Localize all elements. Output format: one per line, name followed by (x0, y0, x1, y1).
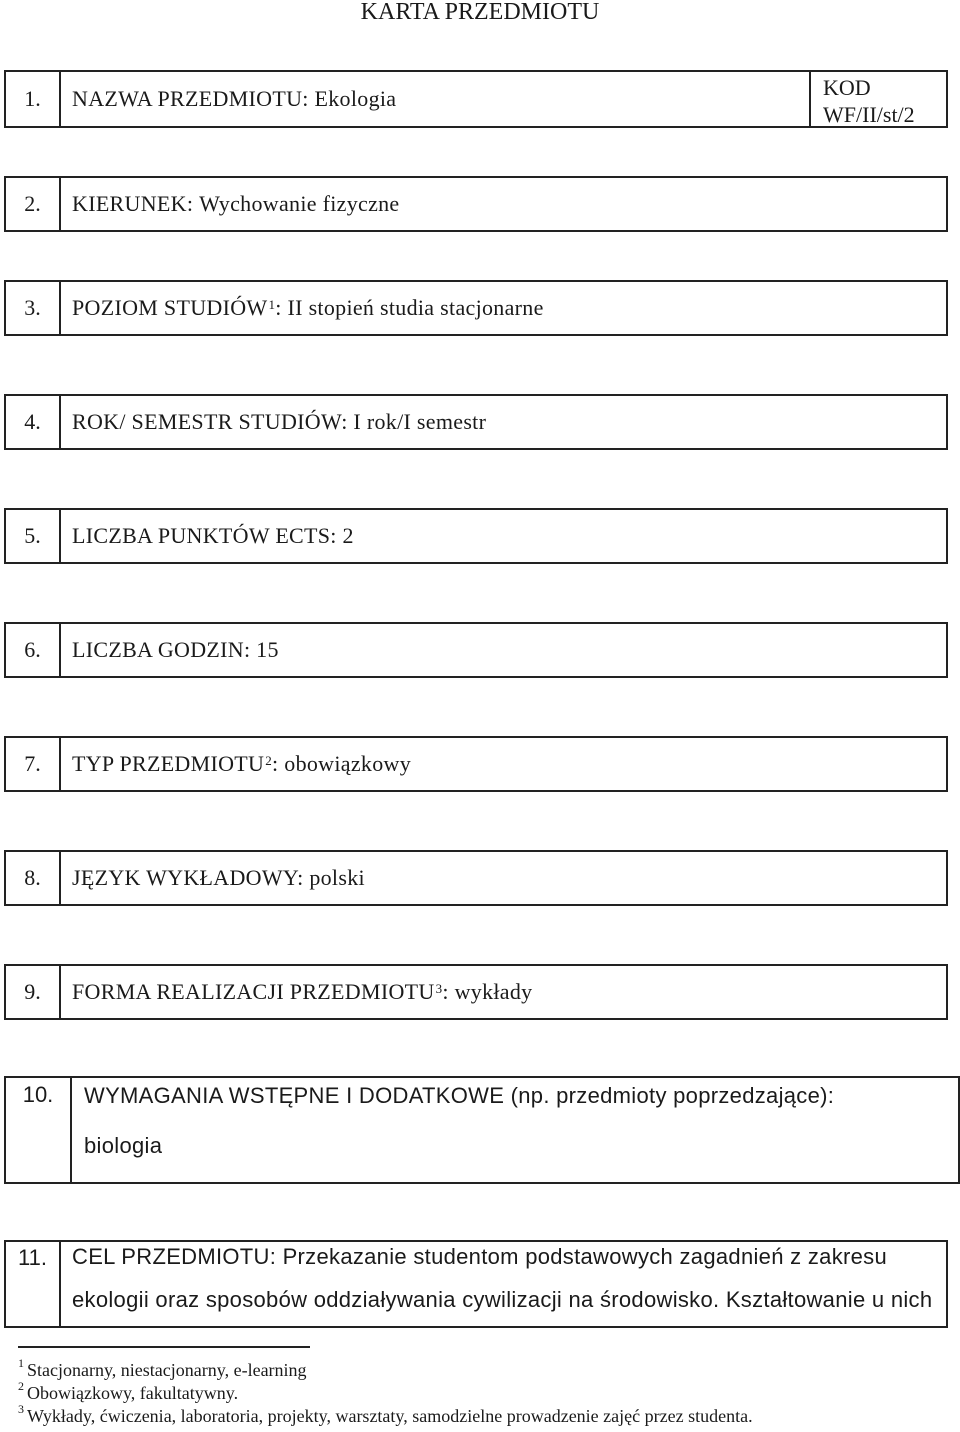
row-number: 9. (6, 966, 61, 1018)
row-value: Wychowanie fizyczne (199, 191, 400, 216)
row-number: 11. (6, 1242, 61, 1326)
row-number: 4. (6, 396, 61, 448)
row-number: 10. (6, 1078, 72, 1182)
code-cell (809, 72, 946, 126)
row-number: 5. (6, 510, 61, 562)
footnote-item (18, 1379, 948, 1405)
row-study-level: 3. POZIOM STUDIÓW $^1$ : II stopień studia stacjonarne (4, 280, 948, 336)
footnote-item (18, 1402, 948, 1428)
row-field-of-study (4, 176, 948, 232)
row-language (4, 850, 948, 906)
footnote-mark: 2 (18, 1379, 24, 1393)
row-hours (4, 622, 948, 678)
footnote-text: Stacjonarny, niestacjonarny, e-learning (27, 1360, 307, 1380)
row-label: LICZBA GODZIN: (72, 637, 251, 662)
footnote-mark: 1 (18, 1356, 24, 1370)
row-value: polski (309, 865, 365, 890)
row-label: NAZWA PRZEDMIOTU: (72, 86, 309, 111)
row-value: II stopień studia stacjonarne (287, 295, 544, 320)
row-label: ROK/ SEMESTR STUDIÓW: (72, 409, 348, 434)
footnote-divider (18, 1346, 310, 1348)
code-value: WF/II/st/2 (823, 102, 915, 127)
row-value: I rok/I semestr (353, 409, 487, 434)
row-value: obowiązkowy (284, 751, 411, 776)
row-number: 1. (6, 72, 61, 126)
row-number: 7. (6, 738, 61, 790)
page-title: KARTA PRZEDMIOTU (360, 0, 600, 25)
row-value: 15 (256, 637, 279, 662)
row-number: 8. (6, 852, 61, 904)
row-number: 3. (6, 282, 61, 334)
colon: : (272, 751, 279, 776)
row-number: 2. (6, 178, 61, 230)
row-value-continued: ekologii oraz sposobów oddziaływania cywilizacji na środowisko. Kształtowanie u nich (72, 1287, 933, 1312)
row-label: TYP PRZEDMIOTU (72, 751, 265, 776)
row-value: Ekologia (314, 86, 397, 111)
footnotes (18, 1356, 948, 1428)
row-subject-type: 7. TYP PRZEDMIOTU $^2$ : obowiązkowy (4, 736, 948, 792)
row-label: JĘZYK WYKŁADOWY: (72, 865, 304, 890)
code-label: KOD (823, 75, 871, 100)
row-prerequisites (4, 1076, 960, 1184)
row-label: CEL PRZEDMIOTU: (72, 1244, 277, 1269)
row-value: 2 (342, 523, 354, 548)
row-label: FORMA REALIZACJI PRZEDMIOTU (72, 979, 435, 1004)
row-label: POZIOM STUDIÓW (72, 295, 268, 320)
footnote-text: Obowiązkowy, fakultatywny. (27, 1383, 239, 1403)
row-label: WYMAGANIA WSTĘPNE I DODATKOWE (np. przedmioty poprzedzające): (84, 1083, 835, 1108)
row-ects-points (4, 508, 948, 564)
row-value: biologia (84, 1133, 163, 1158)
row-value: Przekazanie studentom podstawowych zagadnień z zakresu (282, 1244, 887, 1269)
colon: : (442, 979, 449, 1004)
row-number: 6. (6, 624, 61, 676)
row-objective (4, 1240, 948, 1328)
footnote-mark: 3 (18, 1402, 24, 1416)
footnote-text: Wykłady, ćwiczenia, laboratoria, projekty, warsztaty, samodzielne prowadzenie zajęć przez studenta. (27, 1406, 753, 1426)
row-label: KIERUNEK: (72, 191, 194, 216)
row-value: wykłady (454, 979, 533, 1004)
row-year-semester (4, 394, 948, 450)
row-label: LICZBA PUNKTÓW ECTS: (72, 523, 337, 548)
row-subject-name (4, 70, 948, 128)
footnote-item (18, 1356, 948, 1382)
colon: : (275, 295, 282, 320)
row-form: 9. FORMA REALIZACJI PRZEDMIOTU $^3$ : wykłady (4, 964, 948, 1020)
